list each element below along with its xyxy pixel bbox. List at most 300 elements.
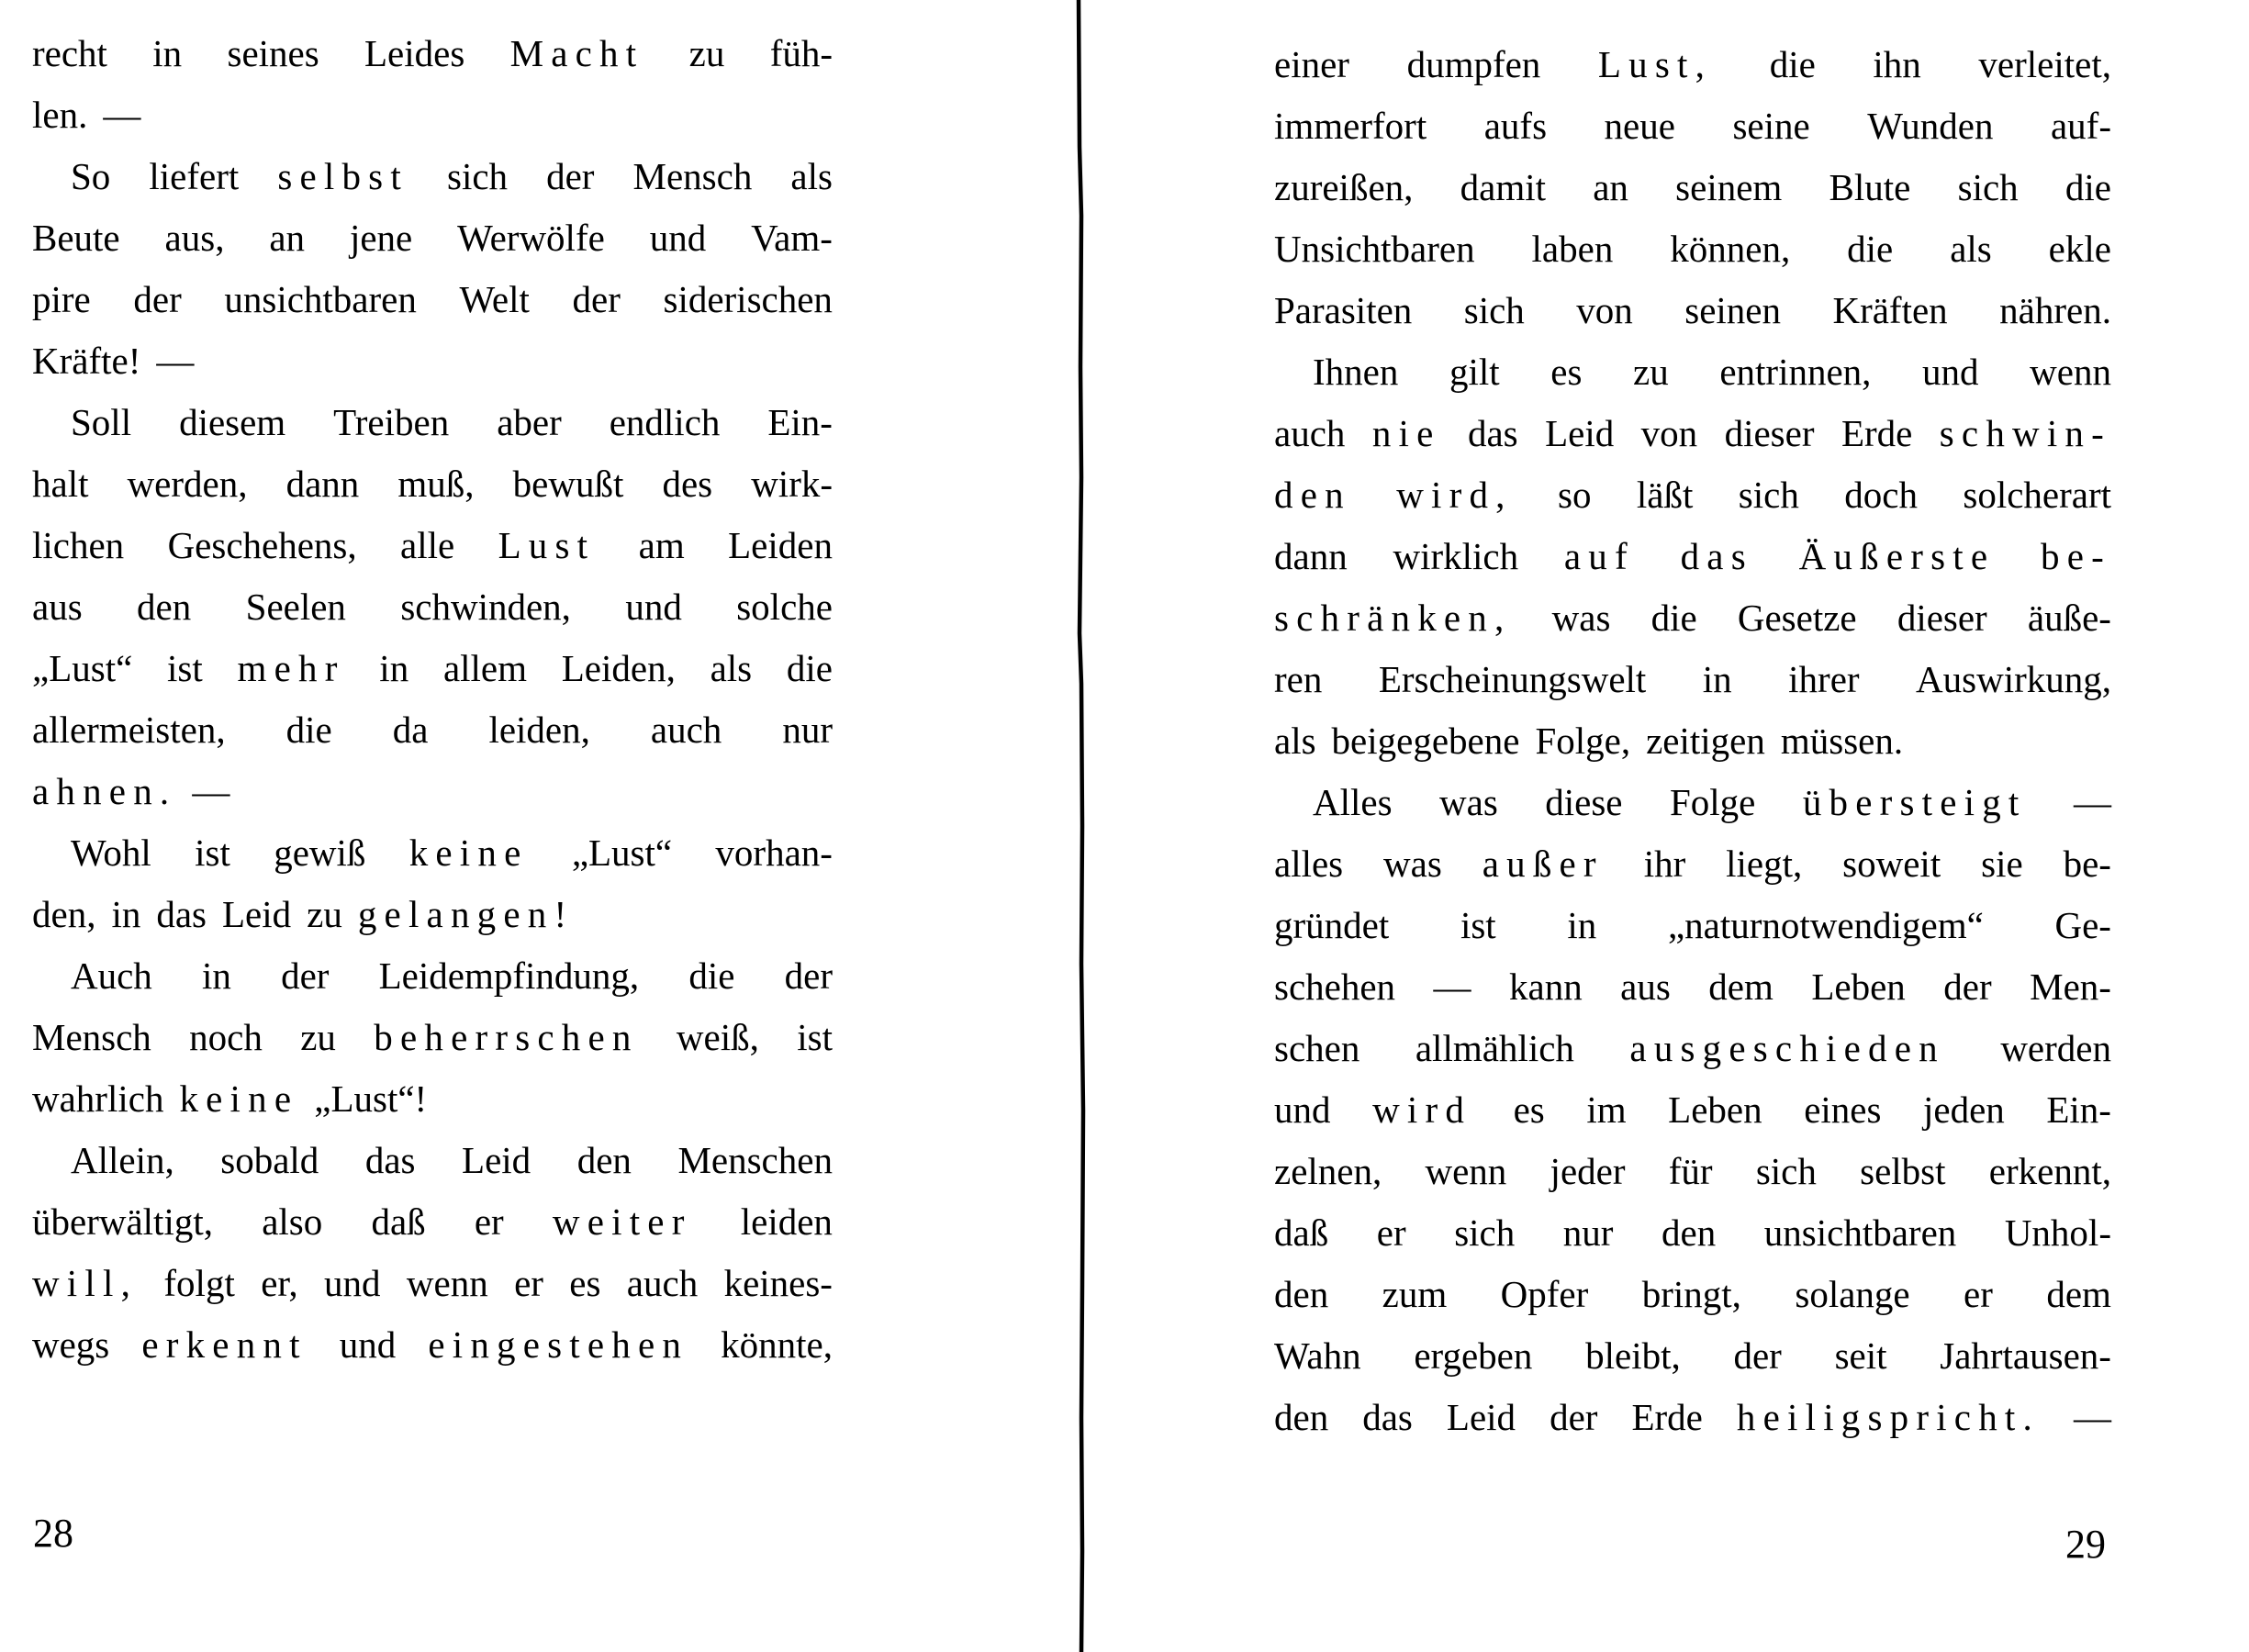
text-line bbox=[1274, 1079, 2111, 1141]
word: diesem bbox=[179, 401, 286, 443]
letter-spaced-word: heiligspricht. bbox=[1736, 1396, 2040, 1438]
word: solcherart bbox=[1963, 474, 2111, 516]
text-line bbox=[32, 146, 833, 207]
word: Leben bbox=[1811, 966, 1906, 1008]
text-line bbox=[1274, 526, 2111, 587]
text-line bbox=[32, 1130, 833, 1191]
word: wahrlich bbox=[32, 1077, 164, 1120]
word: was bbox=[1439, 781, 1498, 823]
word: den bbox=[1274, 1396, 1329, 1438]
text-line bbox=[32, 1007, 833, 1068]
word: läßt bbox=[1636, 474, 1694, 516]
letter-spaced-word: selbst bbox=[277, 155, 408, 197]
word: ergeben bbox=[1414, 1334, 1533, 1377]
word: „Lust“ bbox=[571, 832, 673, 874]
word: und bbox=[324, 1262, 381, 1304]
word: ren bbox=[1274, 658, 1323, 700]
text-line bbox=[32, 884, 833, 945]
word: vorhan- bbox=[715, 832, 833, 874]
word: im bbox=[1586, 1088, 1627, 1131]
word: können, bbox=[1670, 228, 1791, 270]
word: aus bbox=[1620, 966, 1671, 1008]
text-line bbox=[32, 23, 833, 84]
word: — bbox=[1433, 966, 1471, 1008]
text-line bbox=[1274, 1202, 2111, 1264]
word: ihn bbox=[1873, 43, 1921, 85]
word: könnte, bbox=[721, 1323, 833, 1366]
word: alles bbox=[1274, 843, 1344, 885]
word: Kräften bbox=[1832, 289, 1948, 331]
word: Vam- bbox=[751, 217, 833, 259]
word: als bbox=[790, 155, 833, 197]
word: dem bbox=[1708, 966, 1773, 1008]
text-line bbox=[32, 576, 833, 638]
word: Opfer bbox=[1500, 1273, 1589, 1315]
text-line bbox=[1274, 157, 2111, 218]
letter-spaced-word: schränken, bbox=[1274, 597, 1512, 639]
word: Gesetze bbox=[1737, 597, 1857, 639]
word: schehen bbox=[1274, 966, 1396, 1008]
word: einer bbox=[1274, 43, 1349, 85]
word: er bbox=[474, 1200, 504, 1243]
text-line bbox=[32, 1068, 833, 1130]
letter-spaced-word: nie bbox=[1371, 412, 1441, 454]
word: Werwölfe bbox=[457, 217, 605, 259]
word: Ge- bbox=[2054, 904, 2111, 946]
word: allem bbox=[442, 647, 528, 689]
word: lichen bbox=[32, 524, 125, 566]
word: die bbox=[688, 954, 735, 997]
word: äuße- bbox=[2027, 597, 2111, 639]
word: der bbox=[572, 278, 621, 320]
word: sich bbox=[1454, 1211, 1516, 1254]
word: da bbox=[392, 709, 429, 751]
word: die bbox=[1650, 597, 1697, 639]
word: zeitigen bbox=[1646, 720, 1765, 762]
word: laben bbox=[1531, 228, 1614, 270]
word: endlich bbox=[609, 401, 721, 443]
word: wirk- bbox=[751, 463, 833, 505]
text-line bbox=[1274, 587, 2111, 649]
word: allermeisten, bbox=[32, 709, 226, 751]
word: Leben bbox=[1668, 1088, 1762, 1131]
word: seinen bbox=[1684, 289, 1781, 331]
word: die bbox=[285, 709, 332, 751]
word: wegs bbox=[32, 1323, 110, 1366]
letter-spaced-word: beherrschen bbox=[374, 1016, 639, 1058]
word: „Lust“! bbox=[314, 1077, 428, 1120]
word: Erde bbox=[1631, 1396, 1703, 1438]
text-line bbox=[1274, 1141, 2111, 1202]
word: die bbox=[786, 647, 833, 689]
word: daß bbox=[371, 1200, 426, 1243]
word: nähren. bbox=[1999, 289, 2111, 331]
word: len. bbox=[32, 94, 88, 136]
text-line bbox=[1274, 649, 2111, 710]
text-line bbox=[32, 822, 833, 884]
word: neue bbox=[1604, 105, 1675, 147]
word: Folge, bbox=[1535, 720, 1631, 762]
text-line bbox=[32, 269, 833, 330]
word: der bbox=[133, 278, 182, 320]
word: die bbox=[1769, 43, 1816, 85]
word: Parasiten bbox=[1274, 289, 1413, 331]
word: diese bbox=[1545, 781, 1623, 823]
word: seit bbox=[1834, 1334, 1887, 1377]
word: bleibt, bbox=[1585, 1334, 1681, 1377]
word: Folge bbox=[1669, 781, 1756, 823]
word: unsichtbaren bbox=[1763, 1211, 1957, 1254]
word: folgt bbox=[163, 1262, 235, 1304]
word: wirklich bbox=[1393, 535, 1519, 577]
word: des bbox=[662, 463, 713, 505]
letter-spaced-word: eingestehen bbox=[428, 1323, 689, 1366]
word: jeden bbox=[1923, 1088, 2005, 1131]
word: nur bbox=[782, 709, 833, 751]
word: das bbox=[156, 893, 207, 935]
word: — bbox=[103, 94, 141, 136]
word: seine bbox=[1732, 105, 1810, 147]
word: wenn bbox=[2030, 351, 2111, 393]
word: „Lust“ bbox=[32, 647, 133, 689]
word: liegt, bbox=[1726, 843, 1803, 885]
word: „naturnotwendigem“ bbox=[1667, 904, 1984, 946]
letter-spaced-word: wird, bbox=[1396, 474, 1513, 516]
word: entrinnen, bbox=[1719, 351, 1872, 393]
page-28-text-column bbox=[32, 23, 833, 1376]
word: überwältigt, bbox=[32, 1200, 213, 1243]
word: allmählich bbox=[1415, 1027, 1574, 1069]
word: sich bbox=[1738, 474, 1799, 516]
word: So bbox=[71, 155, 111, 197]
word: recht bbox=[32, 32, 107, 74]
word: als bbox=[1274, 720, 1316, 762]
word: schen bbox=[1274, 1027, 1360, 1069]
word: die bbox=[1847, 228, 1894, 270]
word: soweit bbox=[1842, 843, 1941, 885]
word: in bbox=[202, 954, 231, 997]
word: ekle bbox=[2048, 228, 2111, 270]
letter-spaced-word: weiter bbox=[552, 1200, 692, 1243]
word: seines bbox=[227, 32, 319, 74]
word: bewußt bbox=[512, 463, 624, 505]
word: zureißen, bbox=[1274, 166, 1414, 208]
word: Allein, bbox=[71, 1139, 174, 1181]
word: aus, bbox=[164, 217, 225, 259]
text-line bbox=[1274, 956, 2111, 1018]
word: wenn bbox=[1425, 1150, 1507, 1192]
word: Wunden bbox=[1867, 105, 1994, 147]
word: müssen. bbox=[1780, 720, 1904, 762]
word: schwinden, bbox=[400, 586, 571, 628]
text-line bbox=[32, 515, 833, 576]
text-line bbox=[1274, 772, 2111, 833]
word: als bbox=[1950, 228, 1992, 270]
word: — bbox=[192, 770, 230, 812]
word: und bbox=[649, 217, 707, 259]
text-line bbox=[1274, 34, 2111, 95]
word: werden, bbox=[127, 463, 248, 505]
word: Menschen bbox=[677, 1139, 833, 1181]
word: zum bbox=[1382, 1273, 1448, 1315]
word: er, bbox=[261, 1262, 298, 1304]
word: unsichtbaren bbox=[224, 278, 417, 320]
word: der bbox=[281, 954, 330, 997]
word: ist bbox=[1460, 904, 1496, 946]
text-line bbox=[32, 638, 833, 699]
word: das bbox=[1467, 412, 1518, 454]
word: und bbox=[1274, 1088, 1331, 1131]
text-line bbox=[32, 1314, 833, 1376]
text-line bbox=[1274, 341, 2111, 403]
word: ihr bbox=[1643, 843, 1686, 885]
word: sie bbox=[1981, 843, 2023, 885]
word: doch bbox=[1844, 474, 1918, 516]
text-line bbox=[32, 1253, 833, 1314]
letter-spaced-word: erkennt bbox=[141, 1323, 308, 1366]
letter-spaced-word: wird bbox=[1372, 1088, 1472, 1131]
word: jeder bbox=[1550, 1150, 1626, 1192]
word: sich bbox=[1957, 166, 2019, 208]
letter-spaced-word: außer bbox=[1482, 843, 1604, 885]
letter-spaced-word: Lust bbox=[498, 524, 596, 566]
word: be- bbox=[2063, 843, 2111, 885]
letter-spaced-word: Lust, bbox=[1597, 43, 1713, 85]
word: — bbox=[2074, 781, 2111, 823]
word: Alles bbox=[1313, 781, 1393, 823]
word: immerfort bbox=[1274, 105, 1427, 147]
word: der bbox=[1733, 1334, 1782, 1377]
word: auch bbox=[1274, 412, 1346, 454]
word: und bbox=[625, 586, 682, 628]
word: Mensch bbox=[32, 1016, 151, 1058]
page-29-text-column bbox=[1274, 34, 2111, 1448]
word: ihrer bbox=[1788, 658, 1860, 700]
word: halt bbox=[32, 463, 89, 505]
word: ist bbox=[167, 647, 203, 689]
word: den, bbox=[32, 893, 96, 935]
word: an bbox=[269, 217, 306, 259]
word: Leid bbox=[462, 1139, 531, 1181]
word: leiden bbox=[740, 1200, 833, 1243]
word: für bbox=[1668, 1150, 1713, 1192]
letter-spaced-word: ausgeschieden bbox=[1629, 1027, 1945, 1069]
word: aber bbox=[497, 401, 562, 443]
letter-spaced-word: übersteigt bbox=[1802, 781, 2027, 823]
word: solche bbox=[736, 586, 833, 628]
word: also bbox=[262, 1200, 323, 1243]
word: Blute bbox=[1829, 166, 1911, 208]
word: und bbox=[1922, 351, 1979, 393]
text-line bbox=[1274, 895, 2111, 956]
word: sich bbox=[1755, 1150, 1817, 1192]
page-number-29: 29 bbox=[2065, 1522, 2106, 1567]
text-line bbox=[1274, 1387, 2111, 1448]
word: Auswirkung, bbox=[1916, 658, 2111, 700]
word: er bbox=[514, 1262, 543, 1304]
word: von bbox=[1576, 289, 1633, 331]
word: den bbox=[576, 1139, 632, 1181]
word: am bbox=[638, 524, 685, 566]
word: gründet bbox=[1274, 904, 1390, 946]
word: Leiden bbox=[728, 524, 833, 566]
letter-spaced-word: den bbox=[1274, 474, 1351, 516]
word: Soll bbox=[71, 401, 132, 443]
letter-spaced-word: keine bbox=[179, 1077, 299, 1120]
text-line bbox=[32, 84, 833, 146]
word: und bbox=[339, 1323, 397, 1366]
word: sich bbox=[446, 155, 509, 197]
word: ist bbox=[195, 832, 230, 874]
word: dieser bbox=[1897, 597, 1987, 639]
word: Wohl bbox=[71, 832, 151, 874]
word: Jahrtausen- bbox=[1940, 1334, 2111, 1377]
word: Seelen bbox=[245, 586, 346, 628]
text-line bbox=[1274, 1325, 2111, 1387]
word: füh- bbox=[769, 32, 833, 74]
word: der bbox=[1943, 966, 1992, 1008]
word: was bbox=[1551, 597, 1611, 639]
word: eines bbox=[1804, 1088, 1882, 1131]
word: dieser bbox=[1724, 412, 1815, 454]
text-line bbox=[1274, 95, 2111, 157]
word: an bbox=[1593, 166, 1628, 208]
word: Ein- bbox=[767, 401, 833, 443]
word: liefert bbox=[149, 155, 240, 197]
text-line bbox=[1274, 833, 2111, 895]
word: Leid bbox=[1545, 412, 1615, 454]
word: zu bbox=[688, 32, 725, 74]
text-line bbox=[1274, 403, 2111, 464]
word: Erde bbox=[1841, 412, 1913, 454]
letter-spaced-word: mehr bbox=[237, 647, 345, 689]
word: dem bbox=[2046, 1273, 2111, 1315]
word: von bbox=[1640, 412, 1698, 454]
word: selbst bbox=[1860, 1150, 1946, 1192]
text-line bbox=[32, 761, 833, 822]
word: in bbox=[111, 893, 141, 935]
text-line bbox=[1274, 1264, 2111, 1325]
letter-spaced-word: be- bbox=[2041, 535, 2111, 577]
letter-spaced-word: keine bbox=[408, 832, 529, 874]
letter-spaced-word: Macht bbox=[509, 32, 644, 74]
page-fold-line bbox=[1074, 0, 1087, 1652]
word: zelnen, bbox=[1274, 1150, 1382, 1192]
letter-spaced-word: auf bbox=[1563, 535, 1635, 577]
word: Wahn bbox=[1274, 1334, 1361, 1377]
text-line bbox=[32, 207, 833, 269]
word: sich bbox=[1463, 289, 1525, 331]
word: sobald bbox=[220, 1139, 319, 1181]
word: der bbox=[546, 155, 595, 197]
word: aus bbox=[32, 586, 83, 628]
word: in bbox=[379, 647, 409, 689]
word: zu bbox=[1633, 351, 1669, 393]
word: er bbox=[1964, 1273, 1993, 1315]
word: pire bbox=[32, 278, 91, 320]
word: Ihnen bbox=[1313, 351, 1399, 393]
word: Kräfte! bbox=[32, 340, 141, 382]
word: zu bbox=[300, 1016, 336, 1058]
word: Auch bbox=[71, 954, 152, 997]
word: als bbox=[710, 647, 753, 689]
letter-spaced-word: das bbox=[1680, 535, 1753, 577]
word: — bbox=[2073, 1396, 2111, 1438]
word: kann bbox=[1509, 966, 1583, 1008]
text-line bbox=[32, 330, 833, 392]
word: er bbox=[1376, 1211, 1406, 1254]
text-line bbox=[32, 945, 833, 1007]
word: Leid bbox=[1446, 1396, 1516, 1438]
word: Welt bbox=[459, 278, 530, 320]
text-line bbox=[1274, 280, 2111, 341]
word: auf- bbox=[2050, 105, 2111, 147]
word: dann bbox=[285, 463, 360, 505]
letter-spaced-word: will, bbox=[32, 1262, 139, 1304]
word: in bbox=[1702, 658, 1732, 700]
word: was bbox=[1383, 843, 1442, 885]
word: Beute bbox=[32, 217, 120, 259]
text-line bbox=[1274, 1018, 2111, 1079]
word: in bbox=[152, 32, 183, 74]
word: damit bbox=[1460, 166, 1546, 208]
word: gewiß bbox=[274, 832, 366, 874]
word: seinem bbox=[1675, 166, 1783, 208]
word: wenn bbox=[406, 1262, 488, 1304]
text-line bbox=[1274, 710, 2111, 772]
letter-spaced-word: gelangen! bbox=[357, 893, 575, 935]
text-line bbox=[1274, 218, 2111, 280]
word: noch bbox=[189, 1016, 263, 1058]
word: beigegebene bbox=[1331, 720, 1520, 762]
word: leiden, bbox=[488, 709, 590, 751]
letter-spaced-word: schwin- bbox=[1939, 412, 2111, 454]
text-line bbox=[32, 453, 833, 515]
word: Unsichtbaren bbox=[1274, 228, 1475, 270]
word: jene bbox=[349, 217, 413, 259]
text-line bbox=[32, 699, 833, 761]
word: Mensch bbox=[632, 155, 753, 197]
word: — bbox=[156, 340, 195, 382]
text-line bbox=[32, 1191, 833, 1253]
word: Unhol- bbox=[2004, 1211, 2111, 1254]
letter-spaced-word: Äußerste bbox=[1798, 535, 1996, 577]
word: werden bbox=[2000, 1027, 2111, 1069]
word: Leiden, bbox=[561, 647, 676, 689]
word: Men- bbox=[2030, 966, 2111, 1008]
word: gilt bbox=[1449, 351, 1500, 393]
word: erkennt, bbox=[1988, 1150, 2111, 1192]
word: es bbox=[569, 1262, 601, 1304]
word: das bbox=[1362, 1396, 1413, 1438]
word: Leides bbox=[364, 32, 465, 74]
word: alle bbox=[400, 524, 455, 566]
word: bringt, bbox=[1641, 1273, 1741, 1315]
word: auch bbox=[650, 709, 722, 751]
text-line bbox=[1274, 464, 2111, 526]
word: so bbox=[1558, 474, 1592, 516]
word: keines- bbox=[723, 1262, 833, 1304]
word: es bbox=[1513, 1088, 1545, 1131]
word: siderischen bbox=[663, 278, 833, 320]
word: Leid bbox=[222, 893, 292, 935]
word: der bbox=[1550, 1396, 1598, 1438]
letter-spaced-word: ahnen. bbox=[32, 770, 177, 812]
word: zu bbox=[307, 893, 342, 935]
word: weiß, bbox=[676, 1016, 759, 1058]
word: nur bbox=[1562, 1211, 1614, 1254]
word: das bbox=[364, 1139, 416, 1181]
